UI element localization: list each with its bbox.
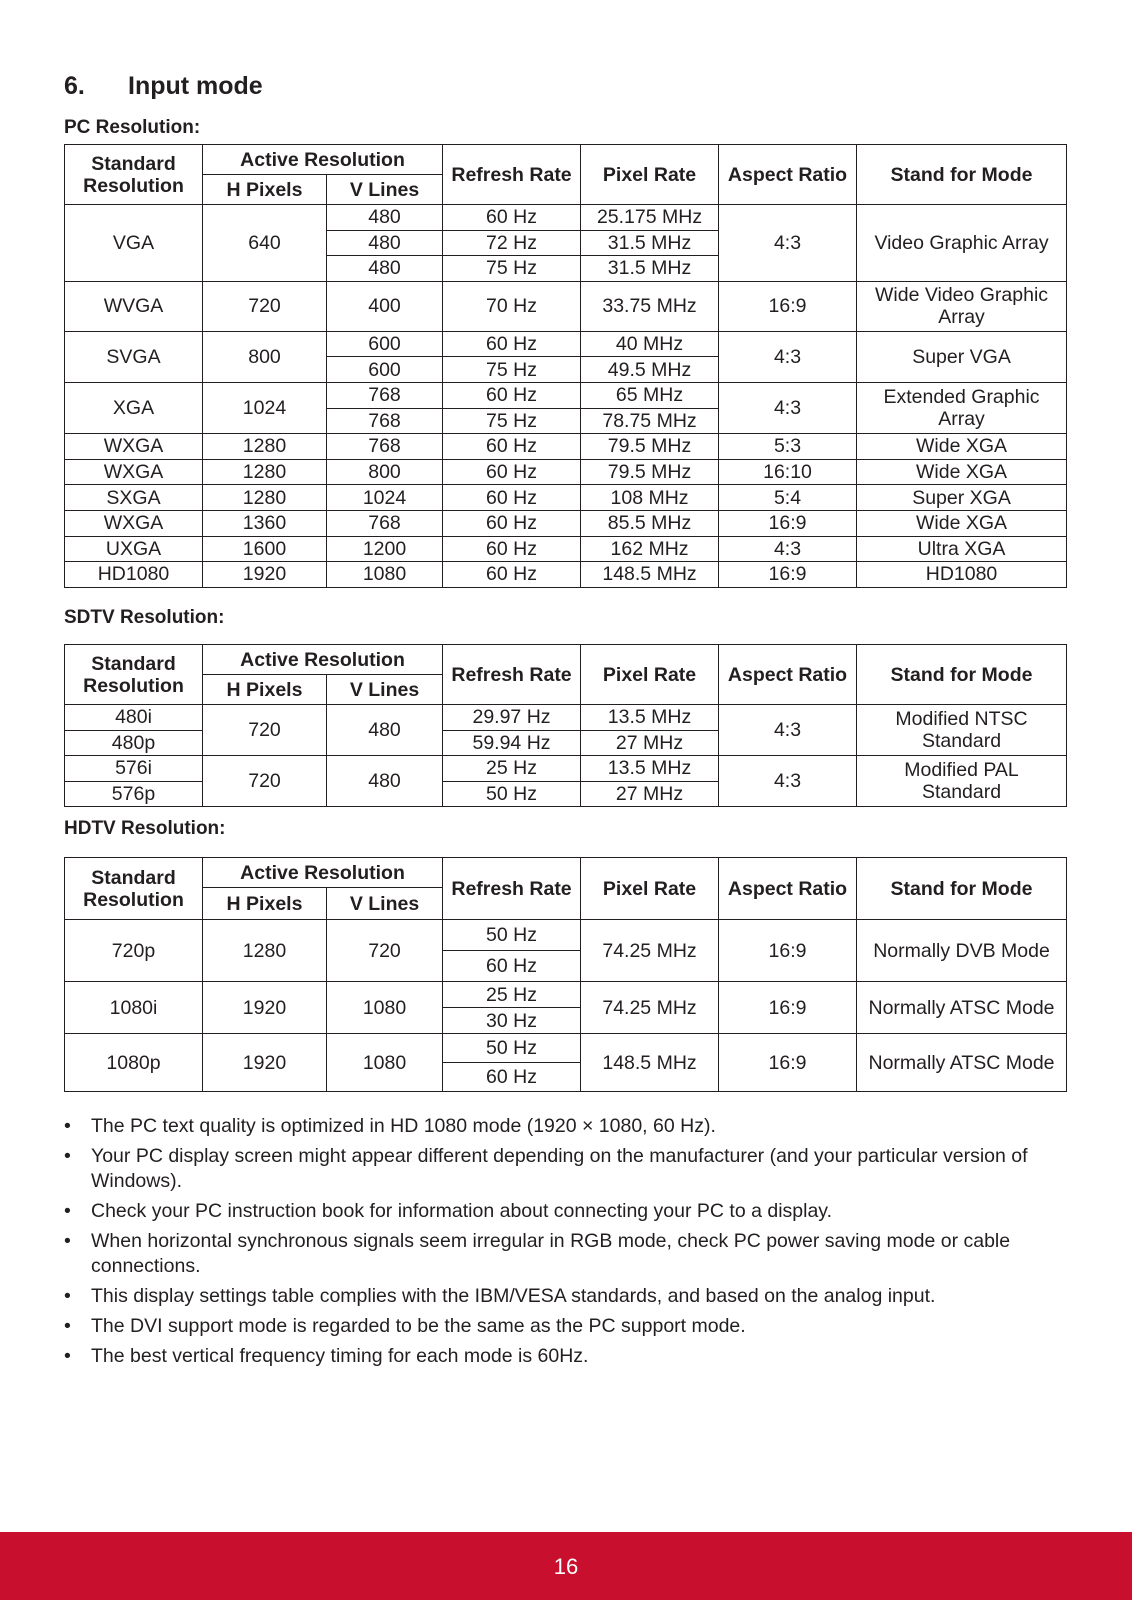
pixel-rate-cell: 40 MHz xyxy=(581,331,719,357)
v-lines-cell: 400 xyxy=(327,281,443,331)
footer-bar xyxy=(0,1532,1132,1600)
h-pixels-cell: 1024 xyxy=(203,382,327,433)
aspect-ratio-cell: 16:9 xyxy=(719,982,857,1034)
h-pixels-cell: 1920 xyxy=(203,562,327,588)
refresh-rate-cell: 50 Hz xyxy=(443,781,581,807)
header-active-resolution: Active Resolution xyxy=(203,645,443,675)
h-pixels-cell: 720 xyxy=(203,281,327,331)
refresh-rate-cell: 60 Hz xyxy=(443,536,581,562)
bullet-icon: • xyxy=(64,1145,71,1167)
note-item xyxy=(64,1199,1074,1224)
aspect-ratio-cell: 16:9 xyxy=(719,510,857,536)
note-item xyxy=(64,1344,1074,1369)
h-pixels-cell: 1920 xyxy=(203,982,327,1034)
table-row xyxy=(65,485,1067,511)
standard-cell: 576i xyxy=(65,756,203,782)
v-lines-cell: 768 xyxy=(327,510,443,536)
pc-resolution-table xyxy=(64,144,1067,588)
refresh-rate-cell: 50 Hz xyxy=(443,920,581,951)
header-v-lines: V Lines xyxy=(327,175,443,205)
header-pixel-rate: Pixel Rate xyxy=(581,858,719,920)
header-refresh-rate: Refresh Rate xyxy=(443,145,581,205)
refresh-rate-cell: 30 Hz xyxy=(443,1008,581,1034)
bullet-icon: • xyxy=(64,1230,71,1252)
h-pixels-cell: 720 xyxy=(203,705,327,756)
refresh-rate-cell: 75 Hz xyxy=(443,357,581,383)
pixel-rate-cell: 65 MHz xyxy=(581,382,719,408)
refresh-rate-cell: 60 Hz xyxy=(443,331,581,357)
bullet-icon: • xyxy=(64,1285,71,1307)
header-stand-for-mode: Stand for Mode xyxy=(857,645,1067,705)
note-text: Check your PC instruction book for information about connecting your PC to a display. xyxy=(91,1200,833,1222)
note-text: The PC text quality is optimized in HD 1080 mode (1920 × 1080, 60 Hz). xyxy=(91,1115,716,1137)
header-stand-for-mode: Stand for Mode xyxy=(857,858,1067,920)
header-h-pixels: H Pixels xyxy=(203,888,327,920)
note-text: When horizontal synchronous signals seem irregular in RGB mode, check PC power saving mode or cable connections. xyxy=(91,1230,1011,1277)
mode-cell: Extended Graphic Array xyxy=(857,382,1067,433)
header-standard-resolution: Standard Resolution xyxy=(65,645,203,705)
header-standard-resolution: Standard Resolution xyxy=(65,858,203,920)
h-pixels-cell: 640 xyxy=(203,205,327,282)
v-lines-cell: 480 xyxy=(327,256,443,282)
header-h-pixels: H Pixels xyxy=(203,175,327,205)
header-aspect-ratio: Aspect Ratio xyxy=(719,645,857,705)
page-number: 16 xyxy=(553,1554,579,1579)
v-lines-cell: 1200 xyxy=(327,536,443,562)
refresh-rate-cell: 72 Hz xyxy=(443,230,581,256)
refresh-rate-cell: 60 Hz xyxy=(443,459,581,485)
mode-cell: Normally ATSC Mode xyxy=(857,982,1067,1034)
mode-cell: Modified NTSC Standard xyxy=(857,705,1067,756)
pixel-rate-cell: 31.5 MHz xyxy=(581,256,719,282)
aspect-ratio-cell: 16:10 xyxy=(719,459,857,485)
pixel-rate-cell: 85.5 MHz xyxy=(581,510,719,536)
aspect-ratio-cell: 16:9 xyxy=(719,920,857,982)
standard-cell: WXGA xyxy=(65,459,203,485)
refresh-rate-cell: 60 Hz xyxy=(443,434,581,460)
notes-list xyxy=(64,1114,1074,1374)
table-row xyxy=(65,205,1067,231)
h-pixels-cell: 1280 xyxy=(203,920,327,982)
h-pixels-cell: 720 xyxy=(203,756,327,807)
pixel-rate-cell: 13.5 MHz xyxy=(581,756,719,782)
pixel-rate-cell: 31.5 MHz xyxy=(581,230,719,256)
v-lines-cell: 1080 xyxy=(327,1034,443,1092)
aspect-ratio-cell: 4:3 xyxy=(719,205,857,282)
refresh-rate-cell: 60 Hz xyxy=(443,562,581,588)
pixel-rate-cell: 79.5 MHz xyxy=(581,459,719,485)
table-row xyxy=(65,459,1067,485)
refresh-rate-cell: 60 Hz xyxy=(443,485,581,511)
header-h-pixels: H Pixels xyxy=(203,675,327,705)
refresh-rate-cell: 75 Hz xyxy=(443,256,581,282)
pixel-rate-cell: 33.75 MHz xyxy=(581,281,719,331)
table-row xyxy=(65,331,1067,357)
standard-cell: WVGA xyxy=(65,281,203,331)
mode-cell: Wide Video Graphic Array xyxy=(857,281,1067,331)
sdtv-resolution-table xyxy=(64,644,1067,807)
table-row xyxy=(65,562,1067,588)
table-row xyxy=(65,510,1067,536)
h-pixels-cell: 1600 xyxy=(203,536,327,562)
pixel-rate-cell: 27 MHz xyxy=(581,781,719,807)
standard-cell: 480i xyxy=(65,705,203,731)
pc-resolution-caption: PC Resolution: xyxy=(64,117,201,138)
pixel-rate-cell: 49.5 MHz xyxy=(581,357,719,383)
standard-cell: XGA xyxy=(65,382,203,433)
v-lines-cell: 720 xyxy=(327,920,443,982)
table-row xyxy=(65,705,1067,731)
header-pixel-rate: Pixel Rate xyxy=(581,645,719,705)
v-lines-cell: 480 xyxy=(327,705,443,756)
h-pixels-cell: 1280 xyxy=(203,485,327,511)
pixel-rate-cell: 108 MHz xyxy=(581,485,719,511)
mode-cell: Wide XGA xyxy=(857,459,1067,485)
refresh-rate-cell: 60 Hz xyxy=(443,1063,581,1092)
pixel-rate-cell: 27 MHz xyxy=(581,730,719,756)
header-v-lines: V Lines xyxy=(327,675,443,705)
pixel-rate-cell: 79.5 MHz xyxy=(581,434,719,460)
header-v-lines: V Lines xyxy=(327,888,443,920)
refresh-rate-cell: 25 Hz xyxy=(443,756,581,782)
h-pixels-cell: 1360 xyxy=(203,510,327,536)
refresh-rate-cell: 60 Hz xyxy=(443,382,581,408)
aspect-ratio-cell: 16:9 xyxy=(719,562,857,588)
standard-cell: 480p xyxy=(65,730,203,756)
section-number: 6. xyxy=(64,72,85,100)
pixel-rate-cell: 148.5 MHz xyxy=(581,562,719,588)
v-lines-cell: 1024 xyxy=(327,485,443,511)
pixel-rate-cell: 162 MHz xyxy=(581,536,719,562)
standard-cell: SVGA xyxy=(65,331,203,382)
table-row xyxy=(65,382,1067,408)
v-lines-cell: 600 xyxy=(327,331,443,357)
header-active-resolution: Active Resolution xyxy=(203,858,443,888)
mode-cell: HD1080 xyxy=(857,562,1067,588)
aspect-ratio-cell: 4:3 xyxy=(719,382,857,433)
header-aspect-ratio: Aspect Ratio xyxy=(719,858,857,920)
v-lines-cell: 480 xyxy=(327,756,443,807)
mode-cell: Wide XGA xyxy=(857,434,1067,460)
v-lines-cell: 768 xyxy=(327,408,443,434)
standard-cell: UXGA xyxy=(65,536,203,562)
pixel-rate-cell: 25.175 MHz xyxy=(581,205,719,231)
pixel-rate-cell: 78.75 MHz xyxy=(581,408,719,434)
refresh-rate-cell: 60 Hz xyxy=(443,510,581,536)
refresh-rate-cell: 29.97 Hz xyxy=(443,705,581,731)
v-lines-cell: 1080 xyxy=(327,982,443,1034)
mode-cell: Normally DVB Mode xyxy=(857,920,1067,982)
note-text: The best vertical frequency timing for each mode is 60Hz. xyxy=(91,1345,589,1367)
header-standard-resolution: Standard Resolution xyxy=(65,145,203,205)
note-item xyxy=(64,1229,1074,1279)
table-row xyxy=(65,281,1067,331)
standard-cell: HD1080 xyxy=(65,562,203,588)
table-row xyxy=(65,1034,1067,1063)
note-item xyxy=(64,1144,1074,1194)
mode-cell: Ultra XGA xyxy=(857,536,1067,562)
note-text: The DVI support mode is regarded to be the same as the PC support mode. xyxy=(91,1315,746,1337)
standard-cell: 720p xyxy=(65,920,203,982)
v-lines-cell: 800 xyxy=(327,459,443,485)
pixel-rate-cell: 148.5 MHz xyxy=(581,1034,719,1092)
mode-cell: Video Graphic Array xyxy=(857,205,1067,282)
header-pixel-rate: Pixel Rate xyxy=(581,145,719,205)
refresh-rate-cell: 59.94 Hz xyxy=(443,730,581,756)
table-row xyxy=(65,536,1067,562)
table-row xyxy=(65,920,1067,951)
hdtv-resolution-table xyxy=(64,857,1067,1092)
v-lines-cell: 768 xyxy=(327,382,443,408)
v-lines-cell: 600 xyxy=(327,357,443,383)
v-lines-cell: 480 xyxy=(327,205,443,231)
standard-cell: VGA xyxy=(65,205,203,282)
refresh-rate-cell: 70 Hz xyxy=(443,281,581,331)
refresh-rate-cell: 25 Hz xyxy=(443,982,581,1008)
pixel-rate-cell: 74.25 MHz xyxy=(581,982,719,1034)
aspect-ratio-cell: 4:3 xyxy=(719,756,857,807)
mode-cell: Normally ATSC Mode xyxy=(857,1034,1067,1092)
header-refresh-rate: Refresh Rate xyxy=(443,858,581,920)
aspect-ratio-cell: 4:3 xyxy=(719,536,857,562)
header-aspect-ratio: Aspect Ratio xyxy=(719,145,857,205)
aspect-ratio-cell: 4:3 xyxy=(719,331,857,382)
h-pixels-cell: 1920 xyxy=(203,1034,327,1092)
standard-cell: WXGA xyxy=(65,510,203,536)
header-refresh-rate: Refresh Rate xyxy=(443,645,581,705)
note-item xyxy=(64,1114,1074,1139)
mode-cell: Super VGA xyxy=(857,331,1067,382)
refresh-rate-cell: 60 Hz xyxy=(443,205,581,231)
h-pixels-cell: 800 xyxy=(203,331,327,382)
pixel-rate-cell: 74.25 MHz xyxy=(581,920,719,982)
refresh-rate-cell: 50 Hz xyxy=(443,1034,581,1063)
table-row xyxy=(65,982,1067,1008)
standard-cell: WXGA xyxy=(65,434,203,460)
section-title: Input mode xyxy=(128,72,263,100)
note-text: Your PC display screen might appear different depending on the manufacturer (and your particular version of Windows). xyxy=(91,1145,1028,1192)
sdtv-resolution-caption: SDTV Resolution: xyxy=(64,607,225,628)
standard-cell: 1080i xyxy=(65,982,203,1034)
aspect-ratio-cell: 16:9 xyxy=(719,281,857,331)
h-pixels-cell: 1280 xyxy=(203,434,327,460)
mode-cell: Modified PAL Standard xyxy=(857,756,1067,807)
bullet-icon: • xyxy=(64,1315,71,1337)
bullet-icon: • xyxy=(64,1345,71,1367)
mode-cell: Super XGA xyxy=(857,485,1067,511)
bullet-icon: • xyxy=(64,1115,71,1137)
standard-cell: SXGA xyxy=(65,485,203,511)
header-active-resolution: Active Resolution xyxy=(203,145,443,175)
refresh-rate-cell: 60 Hz xyxy=(443,951,581,982)
standard-cell: 576p xyxy=(65,781,203,807)
mode-cell: Wide XGA xyxy=(857,510,1067,536)
refresh-rate-cell: 75 Hz xyxy=(443,408,581,434)
note-text: This display settings table complies with the IBM/VESA standards, and based on the analog input. xyxy=(91,1285,936,1307)
table-row xyxy=(65,756,1067,782)
v-lines-cell: 768 xyxy=(327,434,443,460)
header-stand-for-mode: Stand for Mode xyxy=(857,145,1067,205)
note-item xyxy=(64,1314,1074,1339)
h-pixels-cell: 1280 xyxy=(203,459,327,485)
hdtv-resolution-caption: HDTV Resolution: xyxy=(64,818,226,839)
standard-cell: 1080p xyxy=(65,1034,203,1092)
table-row xyxy=(65,434,1067,460)
aspect-ratio-cell: 5:4 xyxy=(719,485,857,511)
section-heading xyxy=(64,72,263,101)
note-item xyxy=(64,1284,1074,1309)
aspect-ratio-cell: 16:9 xyxy=(719,1034,857,1092)
v-lines-cell: 480 xyxy=(327,230,443,256)
bullet-icon: • xyxy=(64,1200,71,1222)
aspect-ratio-cell: 4:3 xyxy=(719,705,857,756)
pixel-rate-cell: 13.5 MHz xyxy=(581,705,719,731)
aspect-ratio-cell: 5:3 xyxy=(719,434,857,460)
v-lines-cell: 1080 xyxy=(327,562,443,588)
